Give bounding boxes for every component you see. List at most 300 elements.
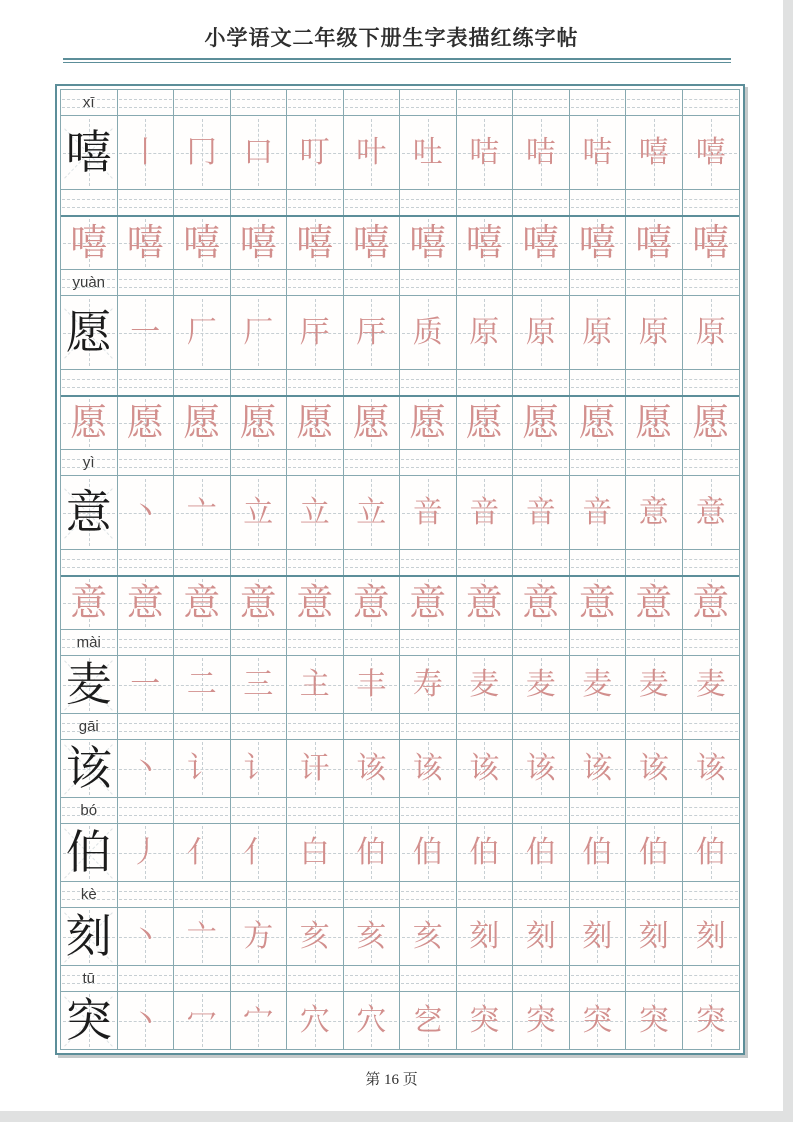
pinyin-guide-line [571,815,624,816]
pinyin-cell [231,370,288,395]
pinyin-cell [231,966,288,991]
pinyin-guide-line [514,647,567,648]
pinyin-cell [400,882,457,907]
pinyin-cell [287,966,344,991]
stroke-step-cell [344,824,401,881]
pinyin-cell [570,370,627,395]
stroke-step-character: 三 [243,667,274,701]
pinyin-cell [231,450,288,475]
model-character: 突 [65,994,112,1046]
stroke-step-cell [683,824,740,881]
stroke-step-character: 亻 [186,835,217,869]
pinyin-cell [400,966,457,991]
pinyin-guide-line [175,107,228,108]
stroke-step-cell [344,656,401,713]
pinyin-guide-line [119,723,172,724]
pinyin-guide-line [514,379,567,380]
tracing-character: 意 [296,582,334,624]
tracing-character: 意 [465,582,503,624]
stroke-step-cell [174,296,231,369]
pinyin-guide-line [175,723,228,724]
pinyin-guide-line [684,99,738,100]
pinyin-guide-line [401,107,454,108]
stroke-step-cell [231,992,288,1049]
pinyin-row [61,713,739,739]
stroke-step-character: 丶 [130,495,161,529]
model-character: 伯 [65,826,112,878]
pinyin-cell [683,798,740,823]
stroke-step-character: 突 [695,1003,726,1037]
stroke-step-cell [457,116,514,189]
stroke-step-cell [400,296,457,369]
stroke-step-cell [231,296,288,369]
pinyin-cell [570,550,627,575]
empty-pinyin-row [61,549,739,575]
stroke-order-row [61,823,739,881]
pinyin-guide-line [175,983,228,984]
pinyin-guide-line [119,639,172,640]
pinyin-guide-line [571,379,624,380]
stroke-step-cell [513,476,570,549]
pinyin-cell [457,966,514,991]
pinyin-guide-line [514,467,567,468]
model-character-cell [61,824,118,881]
pinyin-cell [174,966,231,991]
pinyin-cell [626,882,683,907]
pinyin-guide-line [345,279,398,280]
pinyin-guide-line [514,279,567,280]
stroke-step-cell [457,476,514,549]
pinyin-cell [513,450,570,475]
stroke-step-character: 立 [243,495,274,529]
stroke-step-cell [118,116,175,189]
stroke-step-cell [626,296,683,369]
tracing-cell [287,397,344,449]
pinyin-guide-line [345,807,398,808]
pinyin-guide-line [627,387,680,388]
pinyin-cell [400,450,457,475]
pinyin-cell [287,798,344,823]
stroke-step-character: 亠 [186,495,217,529]
pinyin-guide-line [119,815,172,816]
pinyin-guide-line [232,207,285,208]
tracing-cell [231,217,288,269]
stroke-step-cell [118,296,175,369]
pinyin-guide-line [571,723,624,724]
pinyin-guide-line [288,279,341,280]
pinyin-cell [287,882,344,907]
model-character: 愿 [65,306,112,358]
pinyin-guide-line [401,891,454,892]
tracing-cell [344,577,401,629]
pinyin-guide-line [684,891,738,892]
pinyin-cell [457,714,514,739]
tracing-character: 嘻 [352,222,390,264]
pinyin-guide-line [571,647,624,648]
pinyin-guide-line [288,199,341,200]
pinyin-guide-line [571,567,624,568]
tracing-character: 嘻 [70,222,108,264]
tracing-cell [174,217,231,269]
stroke-step-cell [231,740,288,797]
stroke-step-character: 原 [638,315,669,349]
pinyin-guide-line [288,459,341,460]
pinyin-guide-line [232,99,285,100]
pinyin-cell [570,270,627,295]
pinyin-guide-line [119,731,172,732]
tracing-practice-row [61,395,739,449]
pinyin-guide-line [288,975,341,976]
pinyin-guide-line [62,199,115,200]
stroke-step-cell [457,992,514,1049]
pinyin-guide-line [119,207,172,208]
pinyin-guide-line [627,559,680,560]
stroke-step-cell [287,824,344,881]
pinyin-guide-line [684,387,738,388]
tracing-cell [118,577,175,629]
tracing-character: 意 [126,582,164,624]
tracing-character: 意 [409,582,447,624]
pinyin-guide-line [401,467,454,468]
pinyin-cell [231,550,288,575]
pinyin-guide-line [458,807,511,808]
pinyin-guide-line [684,815,738,816]
stroke-step-character: 麦 [582,667,613,701]
pinyin-guide-line [175,647,228,648]
pinyin-guide-line [401,559,454,560]
pinyin-guide-line [458,467,511,468]
tracing-cell [287,217,344,269]
model-character: 刻 [65,910,112,962]
tracing-character: 愿 [635,402,673,444]
pinyin-cell [626,270,683,295]
pinyin-cell [513,714,570,739]
tracing-cell [570,397,627,449]
pinyin-guide-line [232,467,285,468]
pinyin-cell [118,270,175,295]
model-character: 麦 [65,658,112,710]
tracing-cell [626,397,683,449]
stroke-step-character: 一 [130,667,161,701]
stroke-step-character: 音 [469,495,500,529]
pinyin-cell [683,966,740,991]
tracing-character: 愿 [239,402,277,444]
pinyin-cell [344,190,401,215]
stroke-step-character: 意 [638,495,669,529]
pinyin-guide-line [401,723,454,724]
stroke-step-character: 厈 [356,315,387,349]
pinyin-guide-line [514,899,567,900]
stroke-step-cell [626,824,683,881]
stroke-step-cell [570,992,627,1049]
pinyin-cell [626,630,683,655]
stroke-step-character: 亠 [186,919,217,953]
pinyin-guide-line [175,287,228,288]
pinyin-guide-line [345,891,398,892]
pinyin-row [61,797,739,823]
pinyin-guide-line [571,467,624,468]
pinyin-cell [570,90,627,115]
stroke-step-cell [570,740,627,797]
pinyin-cell [287,270,344,295]
pinyin-guide-line [401,899,454,900]
model-character-cell [61,656,118,713]
pinyin-guide-line [627,567,680,568]
stroke-step-character: 该 [695,751,726,785]
pinyin-guide-line [627,459,680,460]
pinyin-label: xī [82,94,95,111]
pinyin-cell [231,270,288,295]
pinyin-cell [344,966,401,991]
stroke-step-character: 刻 [525,919,556,953]
stroke-step-cell [174,824,231,881]
pinyin-cell [118,550,175,575]
tracing-cell [287,577,344,629]
pinyin-cell [231,630,288,655]
pinyin-cell [513,370,570,395]
pinyin-cell [400,714,457,739]
tracing-character: 意 [352,582,390,624]
stroke-step-character: 咭 [582,135,613,169]
pinyin-guide-line [345,899,398,900]
pinyin-guide-line [684,559,738,560]
pinyin-guide-line [288,99,341,100]
pinyin-cell [400,190,457,215]
pinyin-guide-line [288,567,341,568]
pinyin-guide-line [458,379,511,380]
tracing-cell [61,397,118,449]
stroke-step-character: 立 [356,495,387,529]
pinyin-cell [344,882,401,907]
pinyin-guide-line [684,207,738,208]
pinyin-guide-line [401,567,454,568]
tracing-character: 愿 [522,402,560,444]
pinyin-cell [174,370,231,395]
pinyin-guide-line [175,199,228,200]
pinyin-label: kè [80,886,97,903]
stroke-step-character: 叮 [299,135,330,169]
pinyin-label: yì [82,454,95,471]
stroke-step-cell [626,908,683,965]
pinyin-guide-line [119,99,172,100]
stroke-step-cell [683,116,740,189]
pinyin-guide-line [232,107,285,108]
pinyin-cell [61,190,118,215]
pinyin-guide-line [571,899,624,900]
tracing-character: 意 [70,582,108,624]
pinyin-guide-line [627,891,680,892]
pinyin-guide-line [345,387,398,388]
stroke-step-cell [513,656,570,713]
model-character-cell [61,116,118,189]
pinyin-guide-line [232,975,285,976]
tracing-character: 意 [239,582,277,624]
stroke-step-character: 亥 [356,919,387,953]
empty-pinyin-row [61,369,739,395]
page-title: 小学语文二年级下册生字表描红练字帖 [204,27,579,50]
pinyin-guide-line [627,731,680,732]
tracing-character: 意 [183,582,221,624]
pinyin-cell [570,714,627,739]
model-character-cell [61,908,118,965]
model-character: 意 [65,486,112,538]
pinyin-guide-line [288,983,341,984]
stroke-step-cell [231,116,288,189]
stroke-step-cell [287,296,344,369]
tracing-cell [400,577,457,629]
tracing-character: 嘻 [126,222,164,264]
stroke-step-character: 该 [638,751,669,785]
pinyin-cell [683,714,740,739]
stroke-step-cell [344,992,401,1049]
stroke-step-character: 音 [412,495,443,529]
stroke-step-character: 叶 [356,135,387,169]
stroke-step-cell [400,908,457,965]
stroke-step-cell [118,992,175,1049]
pinyin-guide-line [175,467,228,468]
pinyin-guide-line [175,207,228,208]
stroke-step-character: 亥 [412,919,443,953]
stroke-step-cell [457,656,514,713]
stroke-step-character: 咭 [525,135,556,169]
pinyin-cell [457,550,514,575]
tracing-cell [513,217,570,269]
pinyin-cell [287,550,344,575]
pinyin-cell [174,90,231,115]
tracing-cell [174,397,231,449]
pinyin-guide-line [232,279,285,280]
pinyin-guide-line [514,459,567,460]
stroke-step-character: 穵 [412,1003,443,1037]
stroke-step-cell [683,740,740,797]
pinyin-guide-line [401,199,454,200]
pinyin-guide-line [627,723,680,724]
pinyin-guide-line [232,899,285,900]
pinyin-guide-line [458,731,511,732]
model-character: 嘻 [65,126,112,178]
stroke-step-cell [683,656,740,713]
pinyin-guide-line [401,639,454,640]
pinyin-guide-line [175,559,228,560]
pinyin-guide-line [627,647,680,648]
stroke-step-character: 刻 [469,919,500,953]
stroke-step-character: 白 [299,835,330,869]
pinyin-guide-line [401,647,454,648]
pinyin-guide-line [514,387,567,388]
pinyin-cell [231,190,288,215]
pinyin-guide-line [627,807,680,808]
pinyin-cell [400,550,457,575]
pinyin-guide-line [175,639,228,640]
stroke-step-cell [513,992,570,1049]
pinyin-guide-line [345,723,398,724]
stroke-step-character: 口 [243,135,274,169]
pinyin-guide-line [458,287,511,288]
tracing-character: 嘻 [239,222,277,264]
stroke-step-character: 厂 [243,315,274,349]
pinyin-cell [570,190,627,215]
tracing-cell [344,217,401,269]
stroke-step-character: 讦 [299,751,330,785]
pinyin-cell [626,370,683,395]
pinyin-cell [457,370,514,395]
tracing-character: 愿 [352,402,390,444]
pinyin-guide-line [684,199,738,200]
pinyin-guide-line [401,387,454,388]
pinyin-guide-line [288,107,341,108]
tracing-cell [683,577,740,629]
pinyin-guide-line [119,807,172,808]
pinyin-guide-line [232,379,285,380]
pinyin-guide-line [288,731,341,732]
pinyin-cell [683,450,740,475]
stroke-step-cell [174,116,231,189]
pinyin-guide-line [458,207,511,208]
pinyin-guide-line [119,459,172,460]
pinyin-guide-line [627,99,680,100]
pinyin-cell [683,190,740,215]
pinyin-cell [118,450,175,475]
pinyin-row [61,629,739,655]
stroke-step-character: 该 [412,751,443,785]
pinyin-row [61,881,739,907]
stroke-step-cell [174,740,231,797]
tracing-cell [457,577,514,629]
stroke-step-character: 冂 [186,135,217,169]
stroke-step-character: 丶 [130,751,161,785]
pinyin-cell [683,882,740,907]
stroke-step-cell [118,908,175,965]
pinyin-guide-line [514,99,567,100]
stroke-step-character: 嘻 [695,135,726,169]
pinyin-guide-line [119,983,172,984]
stroke-step-character: 丶 [130,1003,161,1037]
stroke-step-character: 麦 [525,667,556,701]
stroke-step-cell [626,992,683,1049]
pinyin-cell [118,882,175,907]
pinyin-guide-line [458,459,511,460]
pinyin-guide-line [627,975,680,976]
pinyin-guide-line [119,199,172,200]
pinyin-cell [626,550,683,575]
stroke-step-cell [344,908,401,965]
pinyin-guide-line [684,467,738,468]
pinyin-guide-line [571,891,624,892]
stroke-step-cell [570,656,627,713]
pinyin-guide-line [401,983,454,984]
pinyin-cell [513,966,570,991]
pinyin-guide-line [684,567,738,568]
pinyin-cell [118,90,175,115]
pinyin-guide-line [175,567,228,568]
pinyin-guide-line [571,387,624,388]
pinyin-cell [344,550,401,575]
stroke-step-cell [570,908,627,965]
stroke-step-character: 音 [525,495,556,529]
pinyin-guide-line [345,559,398,560]
pinyin-guide-line [401,207,454,208]
pinyin-cell [513,882,570,907]
stroke-step-character: 突 [469,1003,500,1037]
pinyin-guide-line [232,731,285,732]
stroke-step-character: 一 [130,315,161,349]
stroke-step-character: 音 [582,495,613,529]
pinyin-guide-line [288,891,341,892]
pinyin-guide-line [62,567,115,568]
stroke-step-character: 丶 [130,919,161,953]
pinyin-guide-line [571,731,624,732]
stroke-step-character: 立 [299,495,330,529]
